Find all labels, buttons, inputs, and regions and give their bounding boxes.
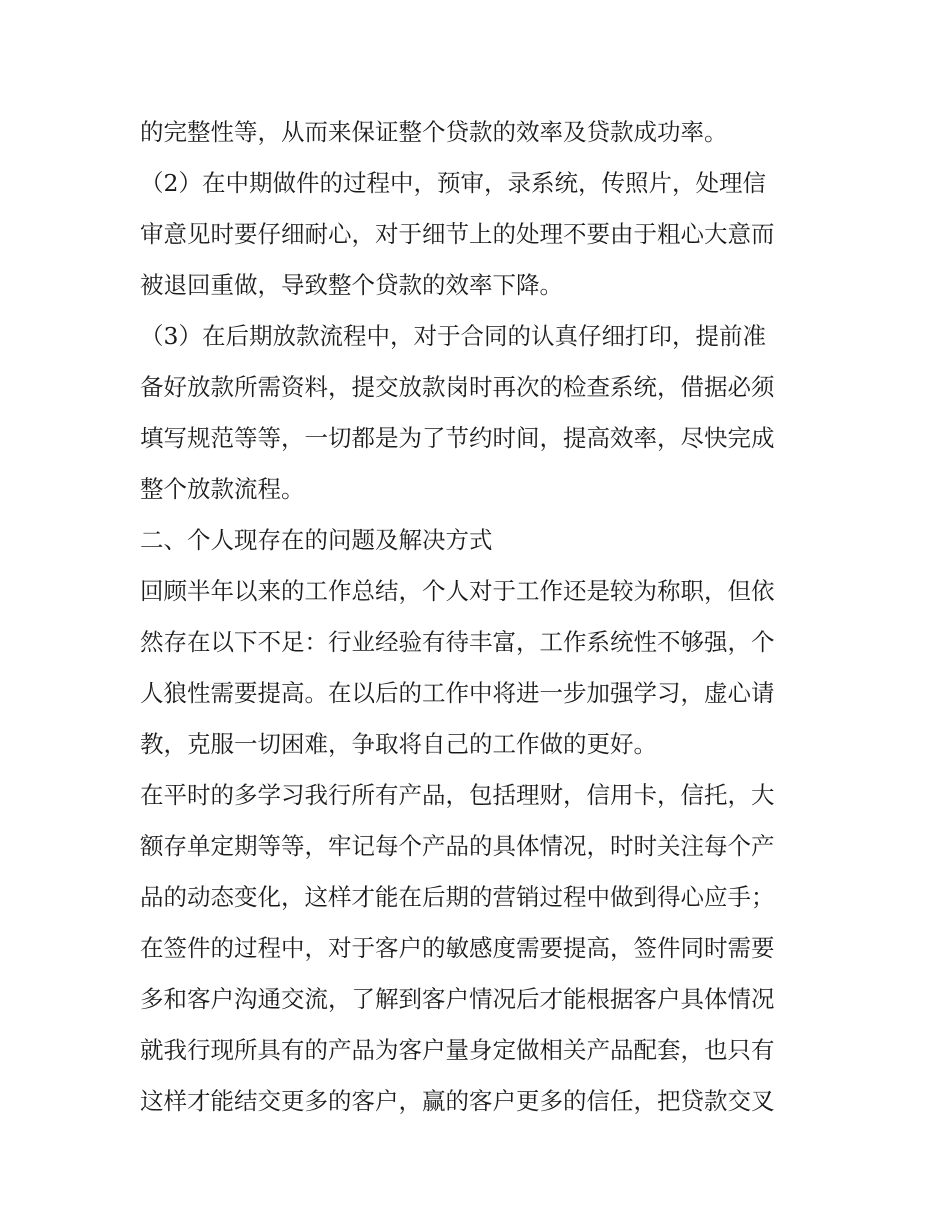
text-line: 在签件的过程中，对于客户的敏感度需要提高，签件同时需要 xyxy=(140,934,775,962)
text-line: 品的动态变化，这样才能在后期的营销过程中做到得心应手； xyxy=(140,883,775,911)
text-line: 然存在以下不足：行业经验有待丰富，工作系统性不够强，个 xyxy=(140,628,775,656)
text-line: 的完整性等，从而来保证整个贷款的效率及贷款成功率。 xyxy=(140,118,728,146)
text-line: 多和客户沟通交流，了解到客户情况后才能根据客户具体情况 xyxy=(140,985,775,1013)
text-line: 整个放款流程。 xyxy=(140,475,305,503)
text-line: 审意见时要仔细耐心，对于细节上的处理不要由于粗心大意而 xyxy=(140,220,775,248)
text-line: 在平时的多学习我行所有产品，包括理财，信用卡，信托，大 xyxy=(140,781,775,809)
text-line: （3）在后期放款流程中，对于合同的认真仔细打印，提前准 xyxy=(140,322,766,350)
text-line: 备好放款所需资料，提交放款岗时再次的检查系统，借据必须 xyxy=(140,373,775,401)
text-line: 就我行现所具有的产品为客户量身定做相关产品配套，也只有 xyxy=(140,1036,775,1064)
section-heading: 二、个人现存在的问题及解决方式 xyxy=(140,526,493,554)
text-line: 这样才能结交更多的客户，赢的客户更多的信任，把贷款交叉 xyxy=(140,1087,775,1115)
text-line: （2）在中期做件的过程中，预审，录系统，传照片，处理信 xyxy=(140,169,766,197)
text-line: 回顾半年以来的工作总结，个人对于工作还是较为称职，但依 xyxy=(140,577,775,605)
text-line: 被退回重做，导致整个贷款的效率下降。 xyxy=(140,271,563,299)
text-line: 额存单定期等等，牢记每个产品的具体情况，时时关注每个产 xyxy=(140,832,775,860)
text-line: 教，克服一切困难，争取将自己的工作做的更好。 xyxy=(140,730,657,758)
text-line: 填写规范等等，一切都是为了节约时间，提高效率，尽快完成 xyxy=(140,424,775,452)
document-body xyxy=(140,107,820,1127)
text-line: 人狼性需要提高。在以后的工作中将进一步加强学习，虚心请 xyxy=(140,679,775,707)
